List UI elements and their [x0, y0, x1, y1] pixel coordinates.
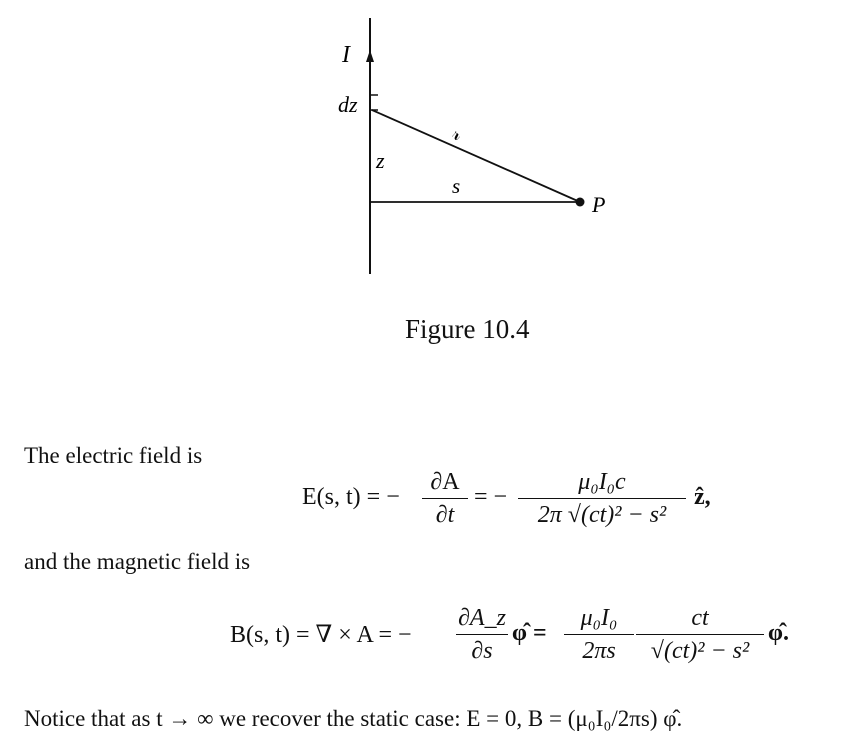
- eq-b-frac3-num: ct: [691, 605, 709, 631]
- eq-e-frac2-num: μ₀I₀c: [578, 469, 626, 495]
- current-arrow-icon: [366, 50, 374, 62]
- eq-b-frac3-bar: [636, 634, 764, 635]
- eq-b-frac1-num: ∂A_z: [458, 605, 506, 631]
- eq-b-frac1: [456, 604, 508, 665]
- eq-b-frac2: [564, 604, 634, 665]
- figure-10-4: [0, 0, 848, 300]
- point-p-dot: [576, 198, 585, 207]
- eq-e-frac1: [422, 468, 468, 529]
- eq-b-frac1-bar: [456, 634, 508, 635]
- eq-b-frac1-den: ∂s: [471, 638, 493, 664]
- electric-intro: The electric field is: [24, 443, 203, 468]
- notice-text: Notice that as t → ∞ we recover the static case: E = 0, B = (μ₀I₀/2πs) φ̂.: [24, 706, 683, 731]
- eq-b-frac2-num: μ₀I₀: [580, 605, 618, 631]
- eq-e-frac1-den: ∂t: [435, 502, 455, 528]
- eq-e-lhs: E(s, t) = −: [302, 484, 400, 510]
- eq-b-lhs: B(s, t) = ∇ × A = −: [230, 622, 412, 648]
- eq-b-frac2-bar: [564, 634, 634, 635]
- eq-e-frac2-den: 2π √(ct)² − s²: [537, 502, 667, 528]
- figure-caption: Figure 10.4: [405, 314, 530, 344]
- label-z: z: [376, 148, 385, 173]
- eq-b-frac3-den: √(ct)² − s²: [650, 638, 750, 664]
- eq-b-mid: φ̂ =: [512, 620, 547, 646]
- eq-e-frac2-bar: [518, 498, 686, 499]
- eq-e-frac2: [518, 468, 686, 529]
- label-s: s: [452, 174, 461, 198]
- magnetic-intro: and the magnetic field is: [24, 549, 251, 574]
- eq-b-frac2-den: 2πs: [582, 638, 616, 664]
- eq-e-frac1-num: ∂A: [430, 469, 460, 495]
- eq-e-frac1-bar: [422, 498, 468, 499]
- eq-b-rhs: φ̂.: [768, 620, 789, 646]
- label-p: P: [592, 192, 606, 217]
- eq-b-frac3: [636, 604, 764, 665]
- label-r: 𝓇: [452, 121, 461, 145]
- eq-e-rhs: ẑ,: [694, 484, 711, 510]
- eq-e-mid: = −: [474, 484, 508, 510]
- label-current: I: [342, 42, 350, 68]
- r-line: [372, 110, 580, 202]
- label-dz: dz: [338, 92, 358, 117]
